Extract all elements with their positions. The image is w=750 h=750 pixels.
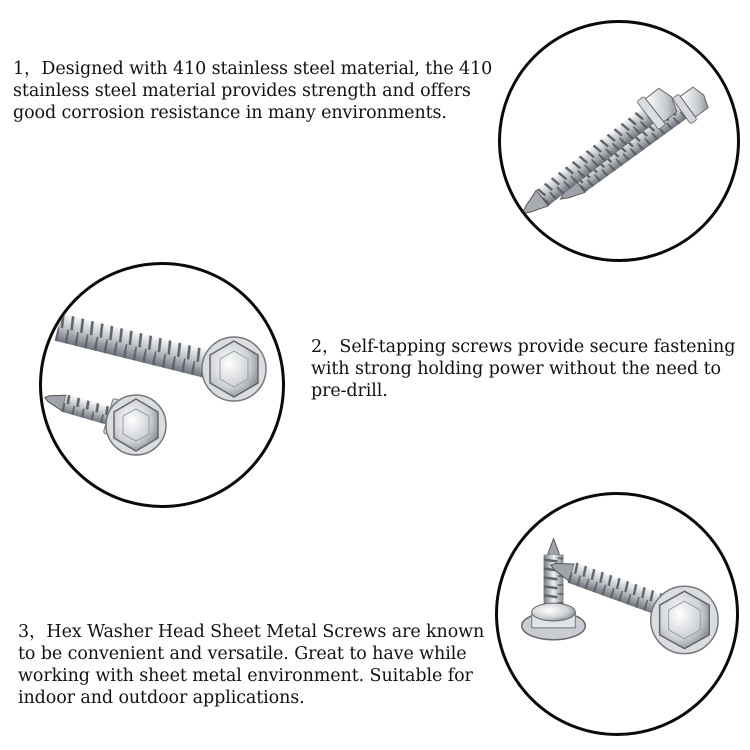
feature-text-1: 1，Designed with 410 stainless steel material, the 410 stainless steel material provides strength and offers good corrosion resistance in many environments. [13, 59, 493, 123]
feature-text-3: 3，Hex Washer Head Sheet Metal Screws are known to be convenient and versatile. Great to have while working with sheet metal environment. Suitable for indoor and outdoor applications. [18, 622, 485, 708]
upright-and-diagonal-hex-screws-icon [498, 495, 736, 733]
product-image-circle-2 [39, 262, 285, 508]
two-diagonal-self-drilling-screws-icon [501, 23, 737, 259]
product-image-circle-1 [498, 20, 740, 262]
long-and-short-hex-screws-icon [42, 265, 282, 505]
feature-text-2: 2，Self-tapping screws provide secure fastening with strong holding power without the need to pre-drill. [311, 337, 736, 401]
product-image-circle-3 [495, 492, 739, 736]
